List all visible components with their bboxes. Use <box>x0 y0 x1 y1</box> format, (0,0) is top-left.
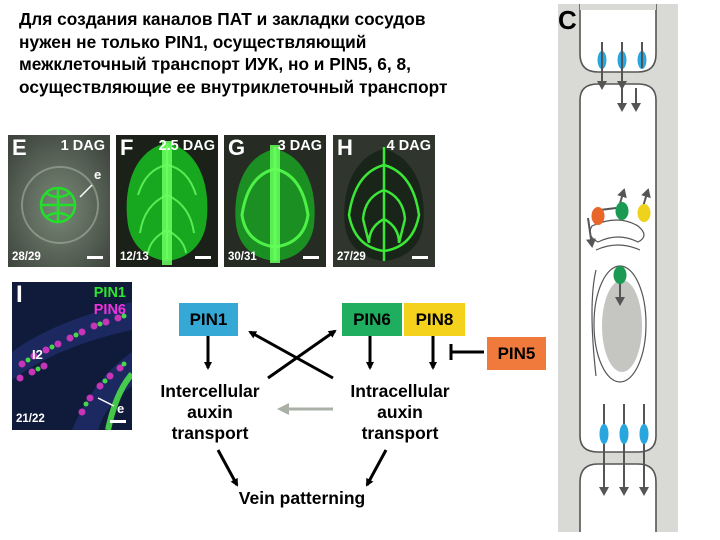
arrow-intra-to-pin1 <box>250 332 333 378</box>
panel-g-letter: G <box>228 135 246 160</box>
panel-f-dag: 2.5 DAG <box>158 138 215 154</box>
heading-line-2: нужен не только PIN1, осуществляющий <box>19 31 367 52</box>
panel-f-count: 12/13 <box>120 251 149 263</box>
panel-h-count: 27/29 <box>337 251 366 263</box>
panel-e-letter: E <box>12 135 27 160</box>
panel-h-dag: 4 DAG <box>386 138 431 154</box>
panel-c-letter: C <box>558 5 577 35</box>
cell-schematic-image <box>558 4 678 532</box>
intra-line-3: transport <box>361 423 439 443</box>
arrow-inter-to-pin6 <box>268 331 335 378</box>
inter-line-3: transport <box>171 423 249 443</box>
panel-e-dag: 1 DAG <box>60 138 105 154</box>
heading-line-1: Для создания каналов ПАТ и закладки сосудов <box>19 9 426 29</box>
vein-patterning-label: Vein patterning <box>238 488 366 508</box>
panel-e-count: 28/29 <box>12 251 41 263</box>
box-pin6: PIN6 <box>342 303 402 336</box>
inter-line-1: Intercellular <box>160 381 260 401</box>
intra-line-2: auxin <box>377 402 423 422</box>
intercellular-transport-label <box>140 381 280 444</box>
panel-h-letter: H <box>337 135 353 160</box>
panel-e-annotation: e <box>94 167 102 182</box>
heading-line-4: осуществляющие ее внутриклеточный транспорт <box>19 76 448 97</box>
heading-line-3: межклеточный транспорт ИУК, но и PIN5, 6, 8, <box>19 54 411 74</box>
panel-i-letter: I <box>16 282 23 308</box>
panel-i-annotation: e <box>117 401 125 416</box>
panel-g-count: 30/31 <box>228 251 257 263</box>
box-pin5: PIN5 <box>487 337 546 370</box>
arrow-inter-to-vein <box>218 450 237 485</box>
box-pin8: PIN8 <box>404 303 465 336</box>
panel-i-count: 21/22 <box>16 413 45 425</box>
panel-g-dag: 3 DAG <box>277 138 322 154</box>
intra-line-1: Intracellular <box>350 381 450 401</box>
box-pin1: PIN1 <box>179 303 238 336</box>
legend-pin6: PIN6 <box>93 302 126 318</box>
arrow-intra-to-vein <box>367 450 386 485</box>
panel-i-label-i2: I2 <box>32 347 43 362</box>
panel-f-letter: F <box>120 135 134 160</box>
legend-pin1: PIN1 <box>93 285 126 301</box>
inter-line-2: auxin <box>187 402 233 422</box>
intracellular-transport-label <box>330 381 470 444</box>
cell-schematic-panel <box>558 4 678 532</box>
